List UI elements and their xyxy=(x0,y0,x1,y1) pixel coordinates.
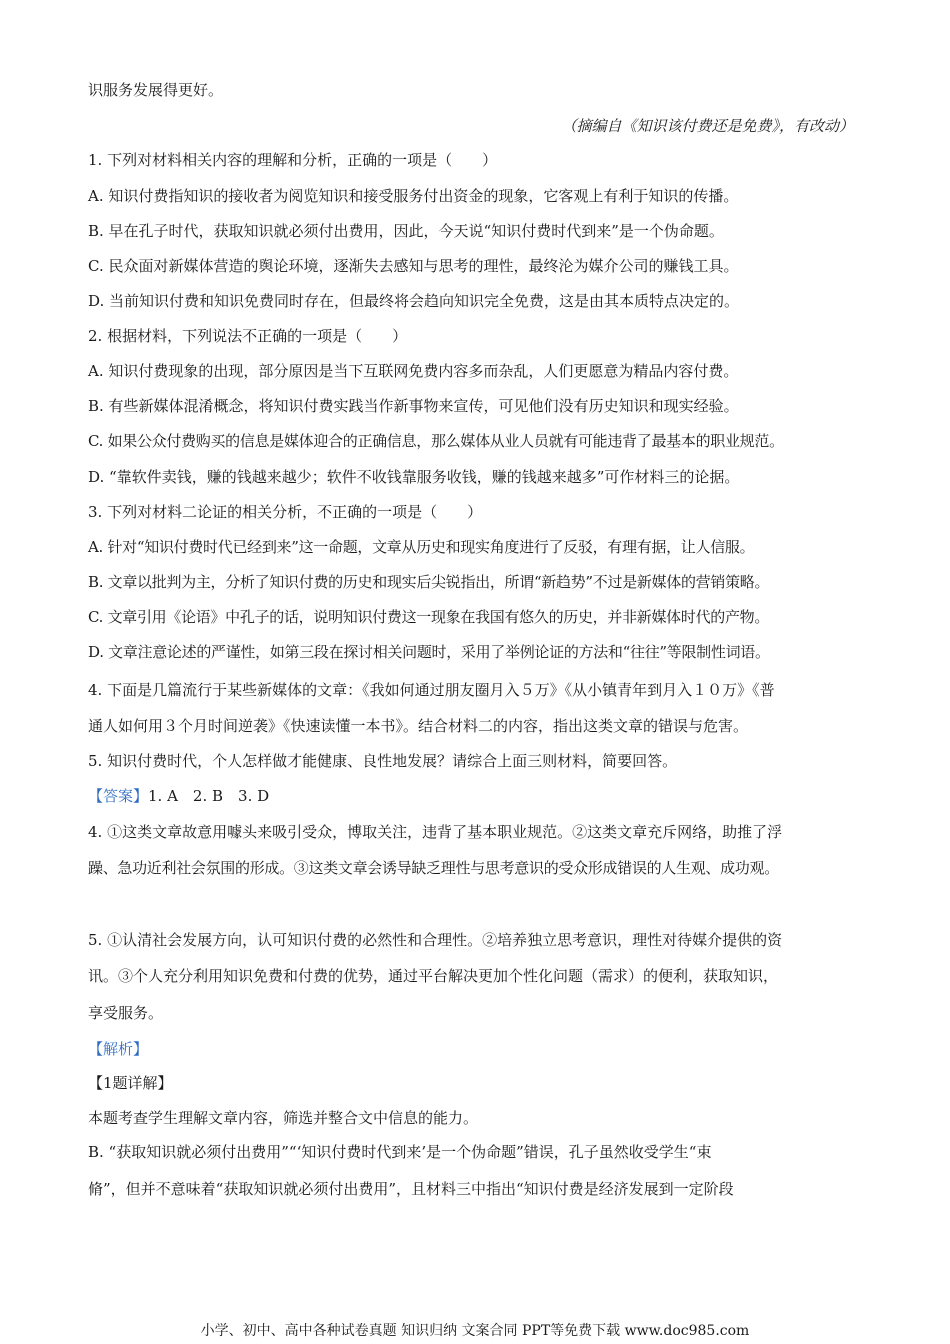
question-1-option-b: B. 早在孔子时代，获取知识就必须付出费用，因此，今天说“知识付费时代到来”是一个伪命题。 xyxy=(88,222,724,240)
question-1-stem: 1. 下列对材料相关内容的理解和分析，正确的一项是（ ） xyxy=(88,151,498,169)
analysis-tag: 【解析】 xyxy=(88,1040,149,1058)
analysis-intro: 本题考查学生理解文章内容，筛选并整合文中信息的能力。 xyxy=(88,1109,479,1127)
question-1-option-c: C. 民众面对新媒体营造的舆论环境，逐渐失去感知与思考的理性，最终沦为媒介公司的赚钱工具。 xyxy=(88,257,739,275)
question-2-option-b: B. 有些新媒体混淆概念，将知识付费实践当作新事物来宣传，可见他们没有历史知识和现实经验。 xyxy=(88,397,739,415)
answer-5-line-1: 5. ①认清社会发展方向，认可知识付费的必然性和合理性。②培养独立思考意识，理性对待媒介提供的资 xyxy=(88,931,783,949)
question-4-line-1: 4. 下面是几篇流行于某些新媒体的文章：《我如何通过朋友圈月入５万》《从小镇青年到月入１０万》《普 xyxy=(88,681,775,699)
analysis-detail-line-2: 脩”，但并不意味着“获取知识就必须付出费用”，且材料三中指出“知识付费是经济发展到一定阶段 xyxy=(88,1180,734,1198)
question-3-option-c: C. 文章引用《论语》中孔子的话，说明知识付费这一现象在我国有悠久的历史，并非新媒体时代的产物。 xyxy=(88,608,770,626)
answer-4-line-2: 躁、急功近利社会氛围的形成。③这类文章会诱导缺乏理性与思考意识的受众形成错误的人生观、成功观。 xyxy=(88,859,779,877)
question-4-line-2: 通人如何用３个月时间逆袭》《快速读懂一本书》。结合材料二的内容，指出这类文章的错误与危害。 xyxy=(88,717,749,735)
analysis-sub-tag: 【1题详解】 xyxy=(88,1074,173,1092)
question-3-option-b: B. 文章以批判为主，分析了知识付费的历史和现实后尖锐指出，所谓“新趋势”不过是新媒体的营销策略。 xyxy=(88,573,770,591)
analysis-detail-line-1: B. “获取知识就必须付出费用”“‘知识付费时代到来’是一个伪命题”错误，孔子虽然收受学生“束 xyxy=(88,1143,712,1161)
answer-choices: 1. A 2. B 3. D xyxy=(148,787,270,805)
page-footer: 小学、初中、高中各种试卷真题 知识归纳 文案合同 PPT等免费下载 www.doc985.com xyxy=(200,1323,750,1339)
question-2-option-c: C. 如果公众付费购买的信息是媒体迎合的正确信息，那么媒体从业人员就有可能违背了最基本的职业规范。 xyxy=(88,432,784,450)
question-5-stem: 5. 知识付费时代，个人怎样做才能健康、良性地发展？请综合上面三则材料，简要回答。 xyxy=(88,752,678,770)
question-2-option-d: D. “靠软件卖钱，赚的钱越来越少；软件不收钱靠服务收钱，赚的钱越来越多”可作材料三的论据。 xyxy=(88,468,740,486)
answer-tag: 【答案】 xyxy=(88,787,149,805)
source-note: （摘编自《知识该付费还是免费》，有改动） xyxy=(561,117,854,135)
answer-5-line-2: 讯。③个人充分利用知识免费和付费的优势，通过平台解决更加个性化问题（需求）的便利，获取知识， xyxy=(88,967,779,985)
question-3-stem: 3. 下列对材料二论证的相关分析，不正确的一项是（ ） xyxy=(88,503,483,521)
question-2-stem: 2. 根据材料，下列说法不正确的一项是（ ） xyxy=(88,327,408,345)
answer-4-line-1: 4. ①这类文章故意用噱头来吸引受众，博取关注，违背了基本职业规范。②这类文章充斥网络，助推了浮 xyxy=(88,823,783,841)
question-3-option-d: D. 文章注意论述的严谨性，如第三段在探讨相关问题时，采用了举例论证的方法和“往往”等限制性词语。 xyxy=(88,643,770,661)
answer-line xyxy=(88,786,269,806)
top-fragment: 识服务发展得更好。 xyxy=(88,81,224,99)
question-1-option-a: A. 知识付费指知识的接收者为阅览知识和接受服务付出资金的现象，它客观上有利于知识的传播。 xyxy=(88,187,739,205)
question-1-option-d: D. 当前知识付费和知识免费同时存在，但最终将会趋向知识完全免费，这是由其本质特点决定的。 xyxy=(88,292,740,310)
question-2-option-a: A. 知识付费现象的出现，部分原因是当下互联网免费内容多而杂乱，人们更愿意为精品内容付费。 xyxy=(88,362,739,380)
answer-5-line-3: 享受服务。 xyxy=(88,1004,164,1022)
question-3-option-a: A. 针对“知识付费时代已经到来”这一命题，文章从历史和现实角度进行了反驳，有理有据，让人信服。 xyxy=(88,538,755,556)
